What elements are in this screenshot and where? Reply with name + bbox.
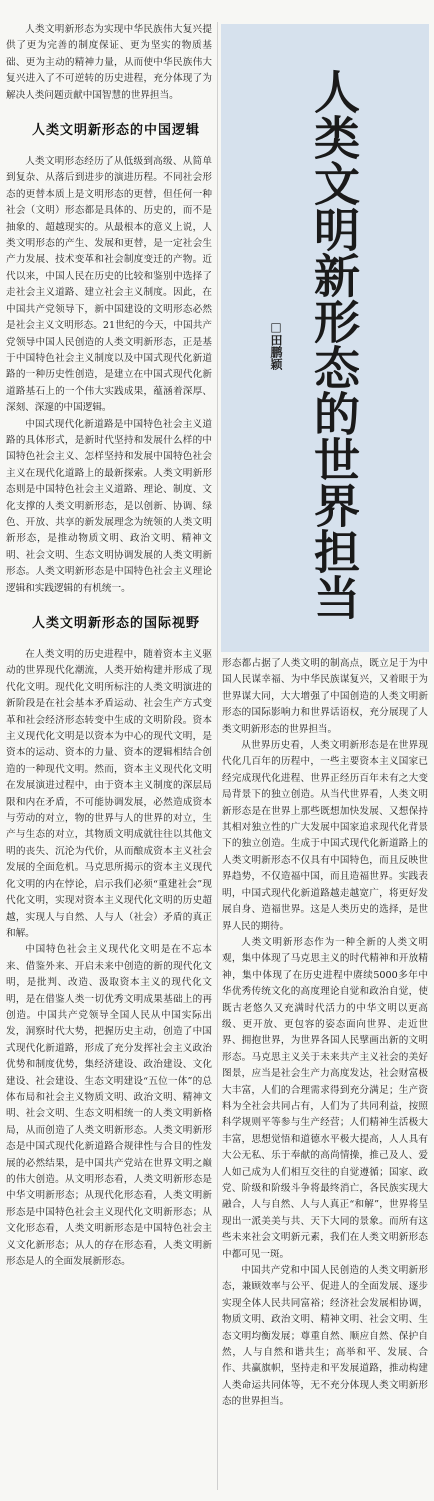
- body-paragraph: 形态都占据了人类文明的制高点，既立足于为中国人民谋幸福、为中华民族谋复兴，又着眼于为世界谋大同，大大增强了中国创造的人类文明新形态的国际影响力和世界话语权，充分展现了人类文明新形态的世界担当。: [222, 658, 428, 735]
- article-title: 人类文明新形态的世界担当: [307, 68, 361, 620]
- body-paragraph: 从世界历史看，人类文明新形态是在世界现代化几百年的历程中，一些主要资本主义国家已经完成现代化进程、世界正经历百年未有之大变局背景下的独立创造。从当代世界看，人类文明新形态是在世界上那些既想加快发展、又想保持其相对独立性的广大发展中国家追求现代化背景下的独立创造。生成于中国式现代化新道路上的人类文明新形态不仅具有中国特色，而且反映世界趋势，不仅造福中国，而且造福世界。实践表明，中国式现代化新道路越走越宽广，将更好发展自身、造福世界。这是人类历史的选择，是世界人民的期待。: [222, 740, 428, 932]
- body-paragraph: 中国式现代化新道路是中国特色社会主义道路的具体形式，是新时代坚持和发展什么样的中国特色社会主义、怎样坚持和发展中国特色社会主义在现代化道路上的最新探索。人类文明新形态则是中国特色社会主义道路、理论、制度、文化支撑的人类文明新形态，是以创新、协调、绿色、开放、共享的新发展理念为统领的人类文明新形态，是推动物质文明、政治文明、精神文明、社会文明、生态文明协调发展的人类文明新形态。人类文明新形态是中国特色社会主义理论逻辑和实践逻辑的有机统一。: [6, 418, 212, 594]
- section-heading-china-logic: 人类文明新形态的中国逻辑: [32, 123, 201, 139]
- section-heading-international-view: 人类文明新形态的国际视野: [32, 616, 201, 631]
- body-paragraph: 中国共产党和中国人民创造的人类文明新形态，兼顾效率与公平、促进人的全面发展、逐步实现全体人民共同富裕；经济社会发展相协调，物质文明、政治文明、精神文明、社会文明、生态文明均衡发展；尊重自然、顺应自然、保护自然，人与自然和谐共生；高举和平、发展、合作、共赢旗帜，坚持走和平发展道路，推动构建人类命运共同体等，无不充分体现人类文明新形态的世界担当。: [222, 1265, 428, 1408]
- body-paragraph: 人类文明形态经历了从低级到高级、从简单到复杂、从落后到进步的演进历程。不同社会形态的更替本质上是文明形态的更替，但任何一种社会（文明）形态都是具体的、历史的，而不是抽象的、超越现实的。从最根本的意义上说，人类文明形态的产生、发展和更替，是一定社会生产力发展、技术变革和社会制度变迁的产物。近代以来，中国人民在历史的比较和鉴别中选择了走社会主义道路、建立社会主义制度。因此，在中国共产党领导下，新中国建设的文明形态必然是社会主义文明形态。21世纪的今天，中国共产党领导中国人民创造的人类文明新形态，正是基于中国特色社会主义制度以及中国式现代化新道路的一种历史性创造，是建立在中国式现代化新道路基石上的一个伟大实践成果，蕴涵着深厚、深刻、深邃的中国逻辑。: [6, 156, 212, 414]
- left-column: [6, 22, 212, 1270]
- intro-paragraph: 人类文明新形态为实现中华民族伟大复兴提供了更为完善的制度保证、更为坚实的物质基础、更为主动的精神力量，从而使中华民族伟大复兴进入了不可逆转的历史进程，充分体现了为解决人类问题贡献中国智慧的世界担当。: [6, 24, 212, 101]
- author-byline: □田鹏颖: [269, 320, 283, 370]
- body-paragraph: 在人类文明的历史进程中，随着资本主义驱动的世界现代化潮流，人类开始构建并形成了现代化文明。现代化文明所标注的人类文明演进的新阶段是在社会基本矛盾运动、社会生产方式变革和社会经济形态转变中生成的文明阶段。资本主义现代化文明是以资本为中心的现代文明，是资本的运动、资本的力量、资本的逻辑相结合创造的一种现代文明。然而，资本主义现代化文明在发展演进过程中，由于资本主义制度的深层局限和内在矛盾，不可能协调发展，必然造成资本与劳动的对立，物的世界与人的世界的对立，生产与生态的对立，其物质文明成就往往以其他文明的丧失、沉沦为代价，从而酿成资本主义社会发展的全面危机。马克思所揭示的资本主义现代化文明的内在悖论，启示我们必须“重建社会”现代化文明，实现对资本主义现代化文明的历史超越，实现人与自然、人与人（社会）矛盾的真正和解。: [6, 649, 212, 939]
- column-divider: [217, 22, 218, 1490]
- body-paragraph: 人类文明新形态作为一种全新的人类文明观，集中体现了马克思主义的时代精神和开放精神，集中体现了在历史进程中赓续5000多年中华优秀传统文化的高度理论自觉和政治自觉，使既古老悠久又充满时代活力的中华文明以更高级、更开放、更包容的姿态面向世界、走近世界、拥抱世界，为世界各国人民擘画出新的文明形态。马克思主义关于未来共产主义社会的美好图景，应当是社会生产力高度发达，社会财富极大丰富，人们的合理需求得到充分满足；生产资料为全社会共同占有，人们为了共同利益，按照科学规则平等参与生产经营；人们精神生活极大丰富，思想觉悟和道德水平极大提高，人人具有大公无私、乐于奉献的高尚情操，推己及人、爱人如己成为人们相互交往的自觉遵循；国家、政党、阶级和阶级斗争将最终消亡，各民族实现大融合，人与自然、人与人真正“和解”，世界将呈现出一派美美与共、天下大同的景象。而所有这些未来社会文明新元素，我们在人类文明新形态中都可见一斑。: [222, 936, 428, 1260]
- right-column: [222, 656, 428, 1411]
- body-paragraph: 中国特色社会主义现代化文明是在不忘本来、借鉴外来、开启未来中创造的新的现代化文明，是批判、改造、汲取资本主义的现代化文明，是在借鉴人类一切优秀文明成果基础上的再创造。中国共产党领导全国人民从中国实际出发，洞察时代大势，把握历史主动，创造了中国式现代化新道路，形成了充分发挥社会主义政治优势和制度优势，集经济建设、政治建设、文化建设、社会建设、生态文明建设“五位一体”的总体布局和社会主义物质文明、政治文明、精神文明、社会文明、生态文明相统一的人类文明新格局，从而创造了人类文明新形态。人类文明新形态是中国式现代化新道路合规律性与合目的性发展的必然结果，是中国共产党站在世界文明之巅的伟大创造。从文明形态看，人类文明新形态是中华文明新形态；从现代化形态看，人类文明新形态是中国特色社会主义现代化文明新形态；从文化形态看，人类文明新形态是中国特色社会主义文化新形态；从人的存在形态看，人类文明新形态是人的全面发展新形态。: [6, 944, 212, 1268]
